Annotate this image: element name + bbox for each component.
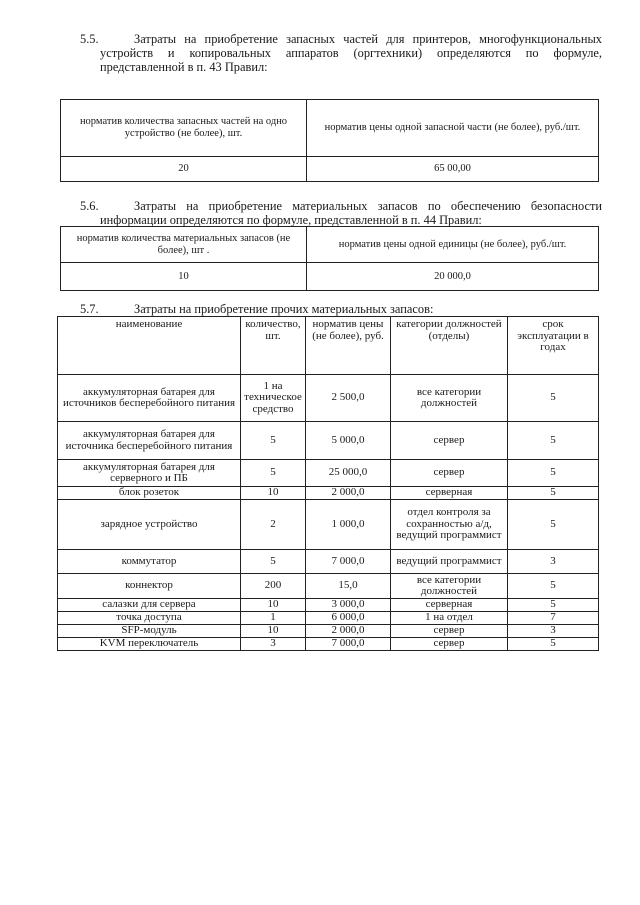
cell-price: 15,0 — [306, 574, 391, 599]
section-number: 5.5. — [80, 32, 99, 46]
cell-category: серверная — [391, 599, 508, 612]
col-header-lifetime: срок эксплуатации в годах — [508, 317, 599, 375]
cell-quantity: 5 — [241, 422, 306, 460]
header-quantity: норматив количества запасных частей на одно устройство (не более), шт. — [61, 100, 307, 157]
cell-category: все категории должностей — [391, 375, 508, 422]
table-body — [58, 375, 599, 651]
section-5-6 — [0, 199, 640, 227]
cell-category: серверная — [391, 487, 508, 500]
cell-quantity: 200 — [241, 574, 306, 599]
section-text: Затраты на приобретение прочих материальных запасов: — [134, 302, 434, 316]
table-row — [58, 460, 599, 487]
cell-quantity: 10 — [241, 487, 306, 500]
cell-category: сервер — [391, 422, 508, 460]
cell-name: аккумуляторная батарея для серверного и ПБ — [58, 460, 241, 487]
cell-price: 25 000,0 — [306, 460, 391, 487]
section-5-5-heading — [0, 32, 640, 74]
cell-price: 1 000,0 — [306, 500, 391, 550]
cell-lifetime: 7 — [508, 612, 599, 625]
cell-lifetime: 5 — [508, 422, 599, 460]
table-row — [58, 625, 599, 638]
cell-name: блок розеток — [58, 487, 241, 500]
cell-category: сервер — [391, 625, 508, 638]
cell-name: зарядное устройство — [58, 500, 241, 550]
header-price: норматив цены одной единицы (не более), руб./шт. — [307, 227, 599, 263]
table-row — [58, 550, 599, 574]
col-header-name: наименование — [58, 317, 241, 375]
cell-price: 3 000,0 — [306, 599, 391, 612]
table-row — [58, 487, 599, 500]
header-quantity: норматив количества материальных запасов (не более), шт . — [61, 227, 307, 263]
table-row — [58, 599, 599, 612]
cell-name: салазки для сервера — [58, 599, 241, 612]
cell-lifetime: 5 — [508, 638, 599, 651]
table-5-5 — [60, 99, 599, 182]
cell-price: 7 000,0 — [306, 550, 391, 574]
cell-name: аккумуляторная батарея для источника бесперебойного питания — [58, 422, 241, 460]
value-quantity: 20 — [61, 157, 307, 182]
section-5-5 — [0, 32, 640, 74]
cell-category: сервер — [391, 638, 508, 651]
cell-lifetime: 3 — [508, 625, 599, 638]
cell-category: ведущий программист — [391, 550, 508, 574]
cell-quantity: 5 — [241, 550, 306, 574]
table-header-row — [58, 317, 599, 375]
cell-category: отдел контроля за сохранностью а/д, ведущий программист — [391, 500, 508, 550]
col-header-category: категории должностей (отделы) — [391, 317, 508, 375]
cell-quantity: 10 — [241, 599, 306, 612]
cell-category: все категории должностей — [391, 574, 508, 599]
table-row — [58, 422, 599, 460]
table-row — [58, 574, 599, 599]
table-5-7 — [57, 316, 599, 651]
cell-lifetime: 5 — [508, 574, 599, 599]
table-row — [58, 500, 599, 550]
section-number: 5.7. — [80, 302, 99, 316]
col-header-quantity: количество, шт. — [241, 317, 306, 375]
cell-price: 6 000,0 — [306, 612, 391, 625]
section-text: Затраты на приобретение запасных частей для принтеров, многофункциональных устройств и копировальных аппаратов (оргтехники) определяются по формуле, представленной в п. 43 Правил: — [100, 32, 602, 74]
cell-quantity: 10 — [241, 625, 306, 638]
cell-name: точка доступа — [58, 612, 241, 625]
cell-lifetime: 5 — [508, 500, 599, 550]
cell-price: 7 000,0 — [306, 638, 391, 651]
header-price: норматив цены одной запасной части (не более), руб./шт. — [307, 100, 599, 157]
cell-name: коннектор — [58, 574, 241, 599]
section-text: Затраты на приобретение материальных запасов по обеспечению безопасности информации определяются по формуле, представленной в п. 44 Правил: — [100, 199, 602, 227]
cell-lifetime: 5 — [508, 375, 599, 422]
cell-name: аккумуляторная батарея для источников бесперебойного питания — [58, 375, 241, 422]
value-price: 20 000,0 — [307, 263, 599, 291]
section-5-6-heading — [0, 199, 640, 227]
section-5-7 — [0, 302, 640, 316]
cell-quantity: 2 — [241, 500, 306, 550]
cell-price: 2 000,0 — [306, 487, 391, 500]
value-price: 65 00,00 — [307, 157, 599, 182]
cell-lifetime: 5 — [508, 487, 599, 500]
value-quantity: 10 — [61, 263, 307, 291]
cell-quantity: 3 — [241, 638, 306, 651]
table-row — [58, 612, 599, 625]
cell-quantity: 1 — [241, 612, 306, 625]
table-row — [58, 375, 599, 422]
cell-price: 2 000,0 — [306, 625, 391, 638]
cell-price: 2 500,0 — [306, 375, 391, 422]
cell-category: сервер — [391, 460, 508, 487]
section-5-7-heading — [0, 302, 640, 316]
cell-quantity: 1 на техническое средство — [241, 375, 306, 422]
cell-lifetime: 3 — [508, 550, 599, 574]
cell-lifetime: 5 — [508, 599, 599, 612]
col-header-price: норматив цены (не более), руб. — [306, 317, 391, 375]
cell-lifetime: 5 — [508, 460, 599, 487]
cell-name: коммутатор — [58, 550, 241, 574]
section-number: 5.6. — [80, 199, 99, 213]
cell-name: KVM переключатель — [58, 638, 241, 651]
cell-price: 5 000,0 — [306, 422, 391, 460]
table-row — [58, 638, 599, 651]
cell-name: SFP-модуль — [58, 625, 241, 638]
cell-category: 1 на отдел — [391, 612, 508, 625]
cell-quantity: 5 — [241, 460, 306, 487]
table-5-6 — [60, 226, 599, 291]
